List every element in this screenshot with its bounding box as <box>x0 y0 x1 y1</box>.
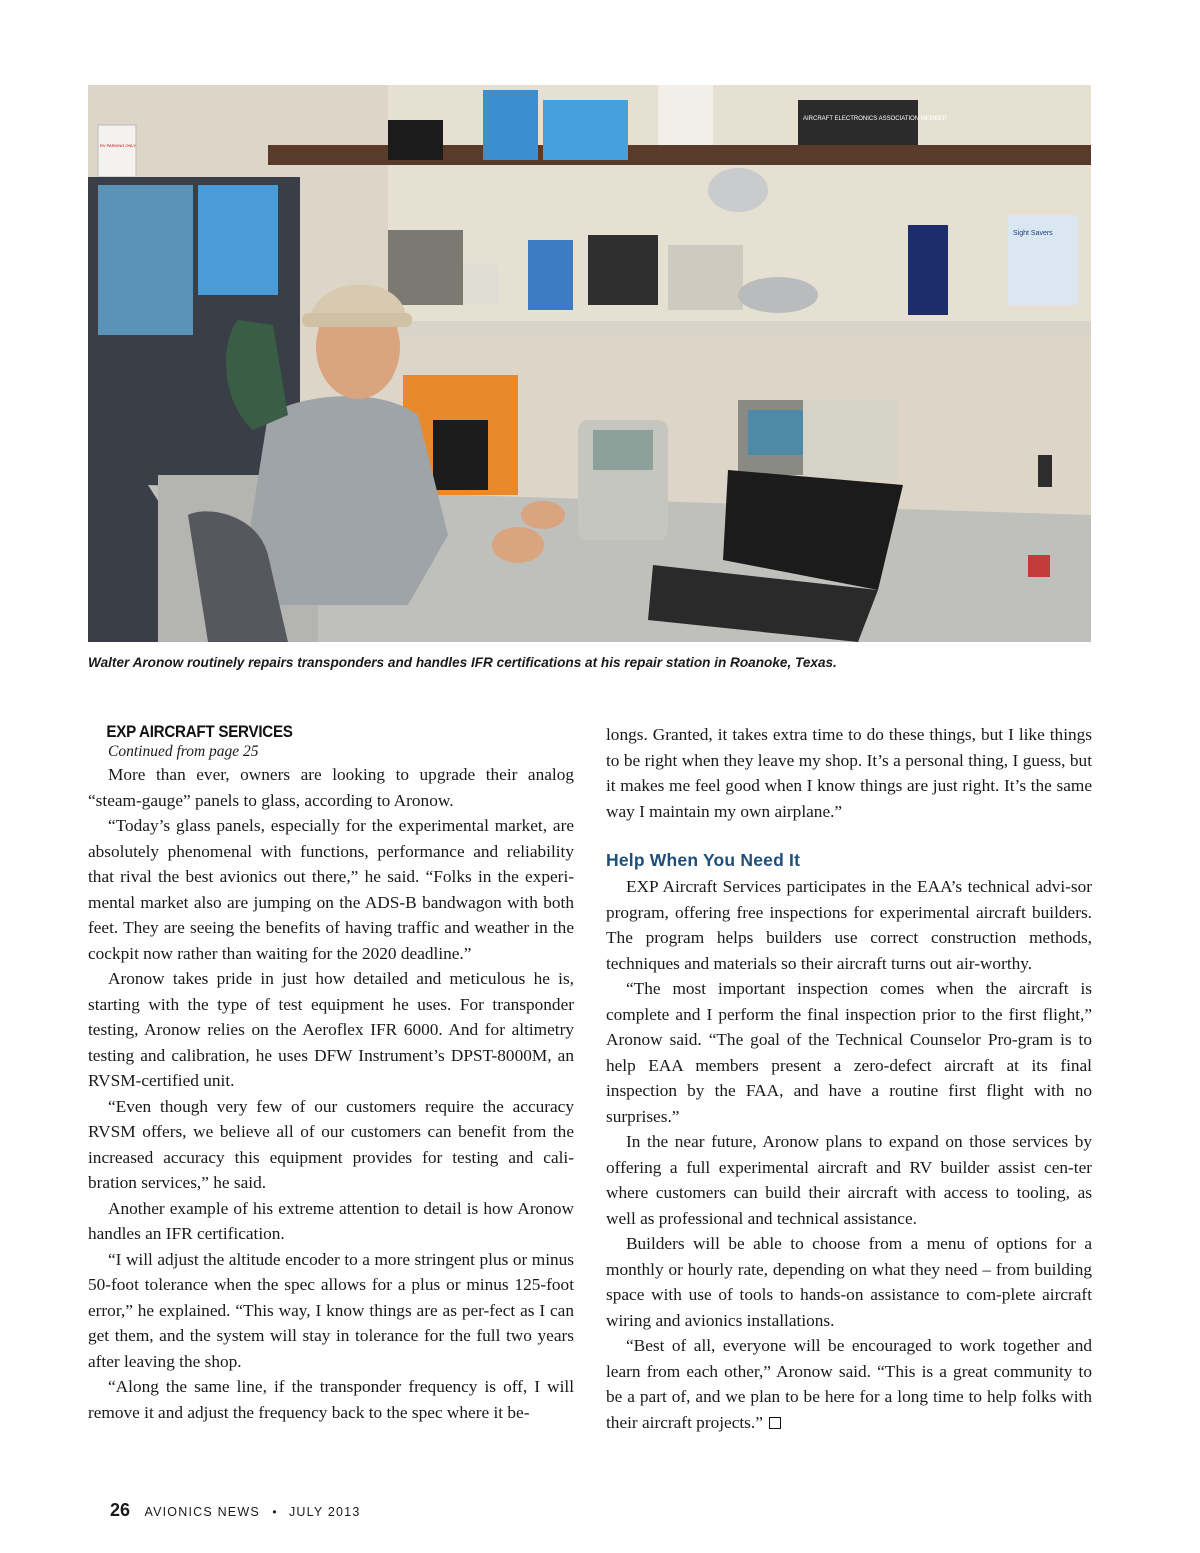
paragraph: More than ever, owners are looking to upgrade their analog “steam-gauge” panels to glass, according to Aronow. <box>88 765 574 810</box>
continued-note: Continued from page 25 <box>108 743 259 760</box>
photo-aea-plaque: AIRCRAFT ELECTRONICS ASSOCIATION MEMBER <box>803 116 948 122</box>
article-photo <box>88 85 1091 642</box>
publication-name: AVIONICS NEWS <box>144 1505 260 1519</box>
paragraph-final <box>606 1333 1092 1435</box>
paragraph-continuation: longs. Granted, it takes extra time to do these things, but I like things to be right when they leave my shop. It’s a personal thing, I guess, but it makes me feel good when I know things are just right. It’s the same way I maintain my own airplane.” <box>606 725 1092 821</box>
photo-parking-sign: RV PARKING ONLY <box>100 143 137 148</box>
article-kicker: EXP AIRCRAFT SERVICES <box>106 723 293 741</box>
paragraph: Another example of his extreme attention to detail is how Aronow handles an IFR certification. <box>88 1198 574 1243</box>
article-column-left <box>88 722 574 1425</box>
photo-caption: Walter Aronow routinely repairs transponders and handles IFR certifications at his repair station in Roanoke, Texas. <box>88 655 837 670</box>
paragraph: “Along the same line, if the transponder frequency is off, I will remove it and adjust the frequency back to the spec where it be- <box>88 1377 574 1422</box>
paragraph: “I will adjust the altitude encoder to a more stringent plus or minus 50-foot tolerance when the spec allows for a plus or minus 125-foot error,” he explained. “This way, I know things are as per-fect as I can get them, and the system will stay in tolerance for the full two years after leaving the shop. <box>88 1249 574 1371</box>
paragraph: “Today’s glass panels, especially for the experimental market, are absolutely phenomenal with functions, performance and reliability that rival the best avionics out there,” he said. “Folks in the experi-mental market also are jumping on the ADS-B bandwagon with both feet. They are seeing the benefits of having traffic and weather in the cockpit now rather than waiting for the 2020 deadline.” <box>88 816 574 963</box>
paragraph: Aronow takes pride in just how detailed and meticulous he is, starting with the type of test equipment he uses. For transponder testing, Aronow relies on the Aeroflex IFR 6000. And for altimetry testing and calibration, he uses DFW Instrument’s DPST-8000M, an RVSM-certified unit. <box>88 969 574 1090</box>
paragraph: Builders will be able to choose from a menu of options for a monthly or hourly rate, depending on what they need – from building space with use of tools to hands-on assistance to com-plete aircraft wiring and avionics installations. <box>606 1234 1092 1330</box>
paragraph: EXP Aircraft Services participates in the EAA’s technical advi-sor program, offering free inspections for experimental aircraft builders. The program helps builders use correct construction methods, techniques and materials so their aircraft turns out air-worthy. <box>606 877 1092 973</box>
footer-separator: • <box>272 1505 277 1519</box>
final-paragraph-text: “Best of all, everyone will be encouraged to work together and learn from each other,” Aronow said. “This is a great community to be a part of, and we plan to be here for a long time to help folks with their aircraft projects.” <box>606 1336 1092 1432</box>
paragraph: “The most important inspection comes when the aircraft is complete and I perform the final inspection prior to the first flight,” Aronow said. “The goal of the Technical Counselor Pro-gram is to help EAA members present a zero-defect aircraft at its final inspection by the FAA, and have a routine first flight with no surprises.” <box>606 979 1092 1126</box>
page-footer <box>110 1500 360 1521</box>
issue-date: JULY 2013 <box>288 1505 361 1519</box>
paragraph: “Even though very few of our customers require the accuracy RVSM offers, we believe all of our customers can benefit from the increased accuracy this equipment provides for testing and cali-bration services,” he said. <box>88 1096 574 1192</box>
page-number: 26 <box>110 1500 131 1520</box>
paragraph: In the near future, Aronow plans to expand on those services by offering a full experimental aircraft and RV builder assist cen-ter where customers can build their aircraft with access to tooling, as well as professional and technical assistance. <box>606 1132 1092 1228</box>
photo-spray-can: Sight Savers <box>1013 230 1053 237</box>
article-column-right <box>606 722 1092 1435</box>
section-subhead: Help When You Need It <box>606 850 801 870</box>
end-mark-icon <box>769 1417 781 1429</box>
